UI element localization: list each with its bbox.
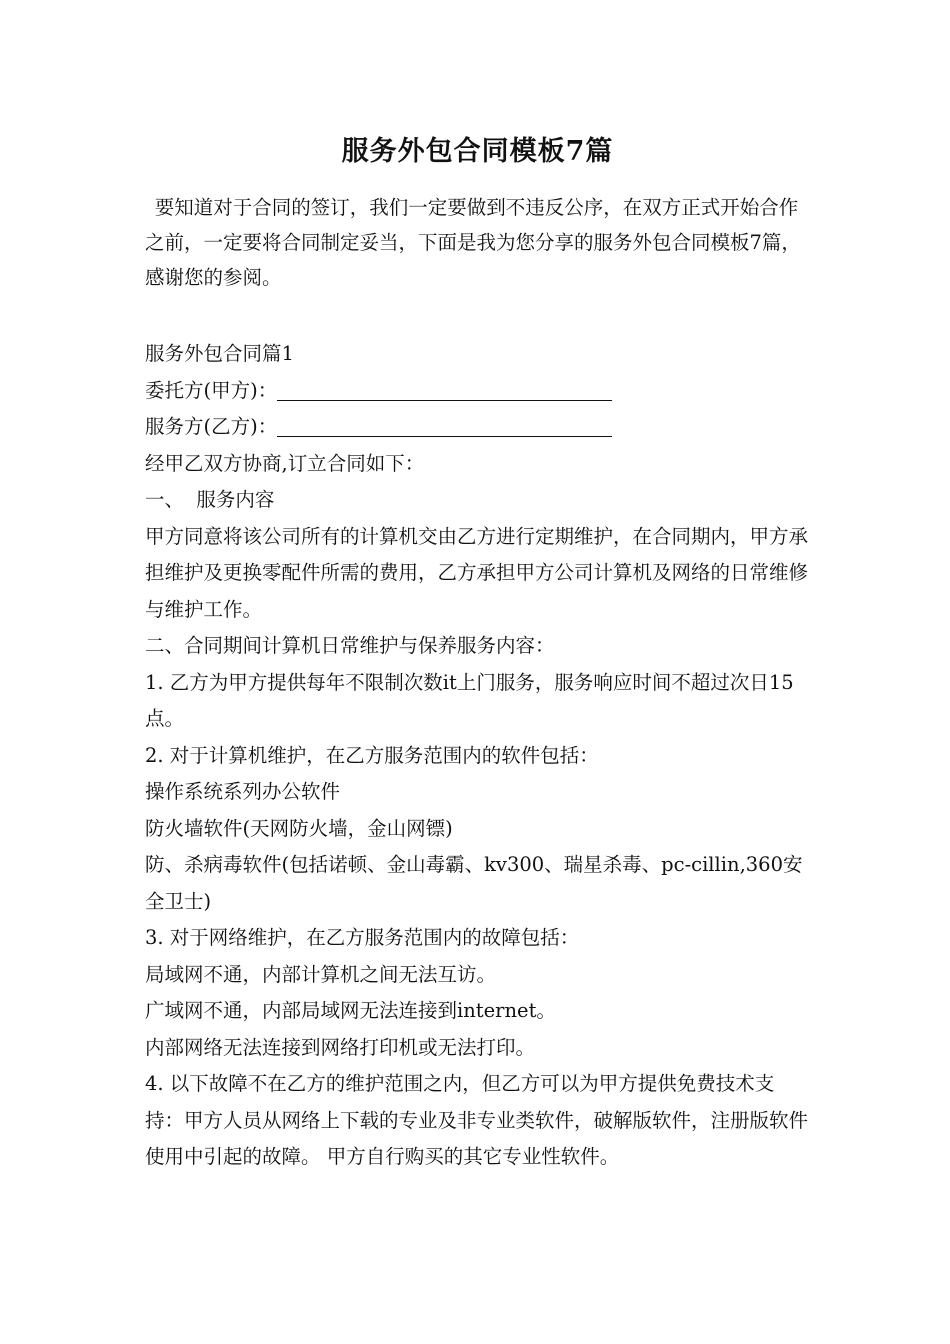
item-4: 4. 以下故障不在乙方的维护范围之内，但乙方可以为甲方提供免费技术支持：甲方人员从网络上下载的专业及非专业类软件，破解版软件，注册版软件使用中引起的故障。 甲方自行购买的其它专业性软件。: [145, 1072, 809, 1168]
document-page: [145, 130, 810, 1176]
intro-paragraph: 要知道对于合同的签订，我们一定要做到不违反公序，在双方正式开始合作之前，一定要将合同制定妥当，下面是我为您分享的服务外包合同模板7篇，感谢您的参阅。: [145, 196, 801, 289]
item-3: 3. 对于网络维护，在乙方服务范围内的故障包括：: [145, 926, 580, 949]
party-a-line: [145, 373, 810, 410]
section-heading: 服务外包合同篇1: [145, 342, 294, 365]
agreement-line: 经甲乙双方协商,订立合同如下：: [145, 451, 425, 475]
document-title: 服务外包合同模板7篇: [341, 136, 614, 167]
party-a-blank: [277, 399, 612, 401]
item-3b: 广域网不通，内部局域网无法连接到internet。: [145, 999, 556, 1022]
item-1: 1. 乙方为甲方提供每年不限制次数it上门服务，服务响应时间不超过次日15点。: [145, 670, 794, 730]
clause-1-body: 甲方同意将该公司所有的计算机交由乙方进行定期维护，在合同期内，甲方承担维护及更换零配件所需的费用，乙方承担甲方公司计算机及网络的日常维修与维护工作。: [145, 524, 809, 621]
item-2: 2. 对于计算机维护，在乙方服务范围内的软件包括：: [145, 743, 599, 767]
item-3c: 内部网络无法连接到网络打印机或无法打印。: [145, 1035, 536, 1059]
clause-1-heading: 一、 服务内容: [145, 488, 275, 511]
item-2b: 防火墙软件(天网防火墙，金山网镖): [145, 816, 453, 840]
clause-2-heading: 二、合同期间计算机日常维护与保养服务内容：: [145, 634, 555, 657]
party-b-label: 服务方(乙方)：: [145, 415, 278, 438]
item-2c: 防、杀病毒软件(包括诺顿、金山毒霸、kv300、瑞星杀毒、pc-cillin,360安全卫士): [145, 853, 803, 913]
item-2a: 操作系统系列办公软件: [145, 780, 341, 803]
party-b-blank: [277, 435, 612, 437]
party-a-label: 委托方(甲方)：: [145, 378, 278, 402]
item-3a: 局域网不通，内部计算机之间无法互访。: [145, 962, 497, 986]
party-b-line: [145, 409, 810, 446]
